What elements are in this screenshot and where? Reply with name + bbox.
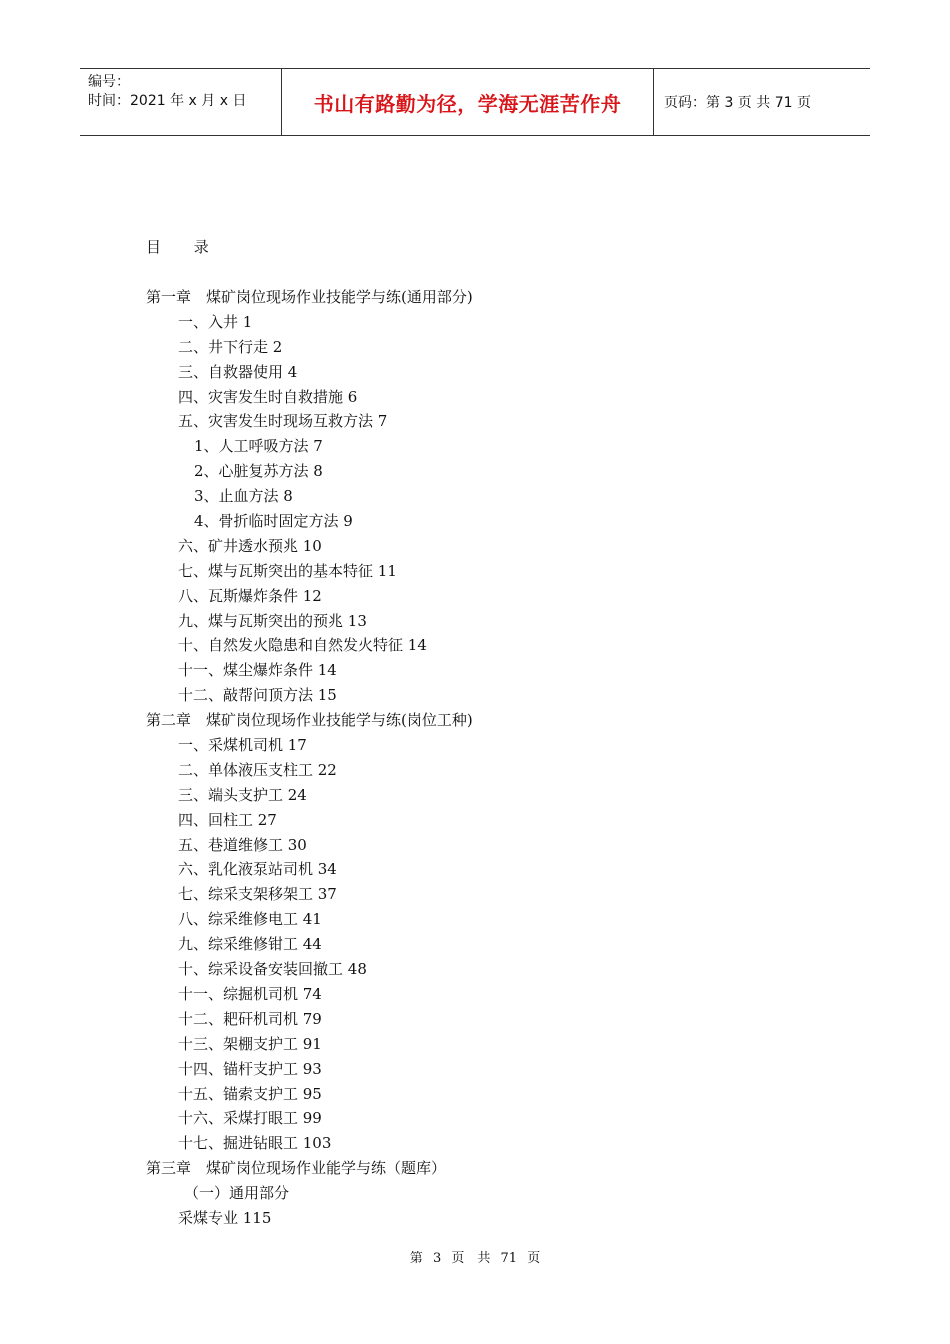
page-header (80, 68, 870, 136)
toc-entry: 十二、敲帮问顶方法 15 (178, 686, 337, 705)
toc-entry: 十一、煤尘爆炸条件 14 (178, 661, 337, 680)
toc-entry: 三、自救器使用 4 (178, 362, 298, 381)
toc-title: 目 录 (146, 238, 223, 256)
page-footer (0, 1247, 950, 1266)
header-page-info: 页码：第 3 页 共 71 页 (664, 95, 811, 111)
toc-entry: 一、采煤机司机 17 (178, 736, 307, 755)
toc-entry: 六、乳化液泵站司机 34 (178, 860, 337, 879)
toc-entry: 八、综采维修电工 41 (178, 910, 322, 929)
footer-suffix: 页 (527, 1251, 541, 1266)
toc-entry: 七、综采支架移架工 37 (178, 885, 337, 904)
toc-entry: 九、综采维修钳工 44 (178, 935, 322, 954)
document-date: 时间：2021 年 x 月 x 日 (88, 93, 247, 109)
header-meta (80, 69, 282, 135)
toc-entry: 二、单体液压支柱工 22 (178, 760, 337, 779)
toc-entry: 五、巷道维修工 30 (178, 835, 307, 854)
toc-entry: 三、端头支护工 24 (178, 785, 307, 804)
toc-entry: 八、瓦斯爆炸条件 12 (178, 586, 322, 605)
footer-page-number: 3 (432, 1251, 442, 1266)
toc-chapter: 第二章 煤矿岗位现场作业技能学与练(岗位工种) (146, 711, 473, 730)
toc-entry: 四、回柱工 27 (178, 810, 277, 829)
toc-entry: 4、骨折临时固定方法 9 (194, 512, 353, 531)
toc-entry: 3、止血方法 8 (194, 487, 293, 506)
table-of-contents (146, 285, 473, 1231)
toc-chapter: 第三章 煤矿岗位现场作业能学与练（题库） (146, 1159, 447, 1178)
footer-prefix: 第 (409, 1251, 423, 1266)
toc-entry: 采煤专业 115 (178, 1208, 272, 1227)
toc-entry: 六、矿井透水预兆 10 (178, 536, 322, 555)
footer-total-pages: 71 (500, 1251, 518, 1266)
toc-entry: 十一、综掘机司机 74 (178, 984, 322, 1003)
toc-entry: 一、入井 1 (178, 312, 253, 331)
document-number-label: 编号： (88, 74, 130, 90)
toc-chapter: 第一章 煤矿岗位现场作业技能学与练(通用部分) (146, 288, 473, 306)
toc-entry: 二、井下行走 2 (178, 337, 283, 356)
toc-entry: 五、灾害发生时现场互救方法 7 (178, 412, 388, 431)
header-motto: 书山有路勤为径，学海无涯苦作舟 (282, 69, 654, 135)
toc-entry: 十四、锚杆支护工 93 (178, 1059, 322, 1078)
toc-entry: 四、灾害发生时自救措施 6 (178, 387, 358, 406)
toc-entry: （一）通用部分 (184, 1184, 290, 1203)
toc-entry: 十三、架棚支护工 91 (178, 1034, 322, 1053)
toc-entry: 十二、耙矸机司机 79 (178, 1009, 322, 1028)
toc-entry: 九、煤与瓦斯突出的预兆 13 (178, 611, 367, 630)
toc-entry: 1、人工呼吸方法 7 (194, 437, 323, 456)
toc-entry: 十五、锚索支护工 95 (178, 1084, 322, 1103)
toc-entry: 七、煤与瓦斯突出的基本特征 11 (178, 561, 397, 580)
toc-entry: 十六、采煤打眼工 99 (178, 1109, 322, 1128)
toc-entry: 十、自然发火隐患和自然发火特征 14 (178, 636, 427, 655)
toc-entry: 2、心脏复苏方法 8 (194, 462, 323, 481)
toc-entry: 十七、掘进钻眼工 103 (178, 1134, 332, 1153)
toc-entry: 十、综采设备安装回撤工 48 (178, 960, 367, 979)
footer-mid: 页 共 (451, 1251, 491, 1266)
